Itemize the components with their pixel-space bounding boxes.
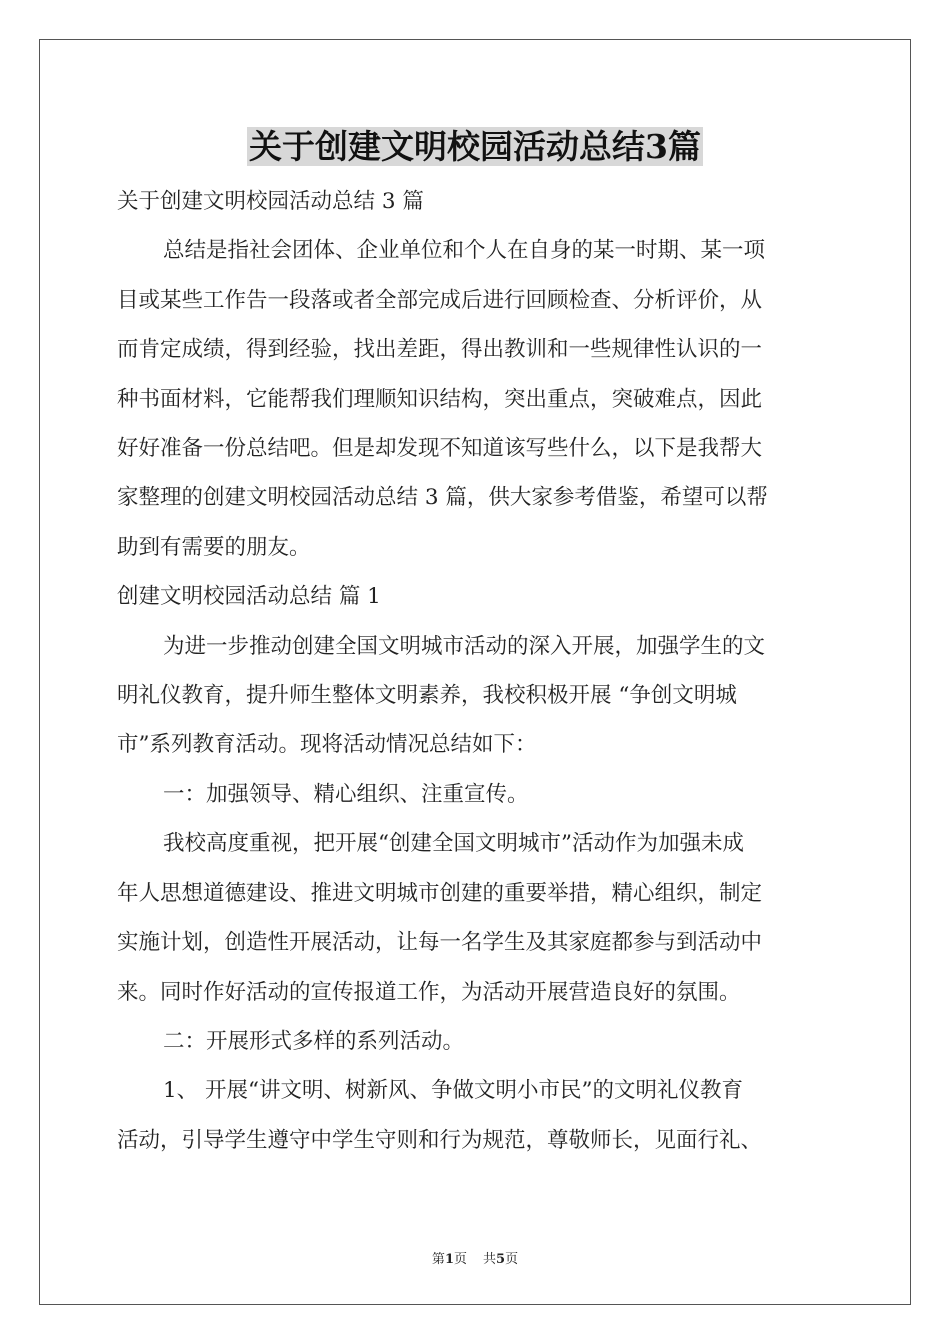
paragraph-line: 实施计划，创造性开展活动，让每一名学生及其家庭都参与到活动中 bbox=[117, 930, 763, 956]
list-item-line: 1、 开展“讲文明、树新风、争做文明小市民”的文明礼仪教育 bbox=[163, 1078, 743, 1104]
document-title-text: 关于创建文明校园活动总结3篇 bbox=[249, 127, 701, 166]
paragraph-line: 明礼仪教育，提升师生整体文明素养，我校积极开展 “争创文明城 bbox=[117, 683, 737, 709]
total-suffix: 页 bbox=[505, 1252, 519, 1267]
subtitle-line: 关于创建文明校园活动总结 3 篇 bbox=[117, 189, 424, 214]
total-prefix: 共 bbox=[483, 1252, 497, 1267]
paragraph-line: 种书面材料，它能帮我们理顺知识结构，突出重点，突破难点，因此 bbox=[117, 386, 763, 412]
paragraph-line: 年人思想道德建设、推进文明城市创建的重要举措，精心组织，制定 bbox=[117, 880, 763, 906]
section-heading: 创建文明校园活动总结 篇 1 bbox=[117, 584, 381, 610]
document-title bbox=[0, 124, 950, 170]
paragraph-line: 来。同时作好活动的宣传报道工作，为活动开展营造良好的氛围。 bbox=[117, 979, 741, 1005]
paragraph-line: 总结是指社会团体、企业单位和个人在自身的某一时期、某一项 bbox=[163, 238, 766, 264]
total-page-number: 5 bbox=[496, 1252, 506, 1267]
paragraph-line: 助到有需要的朋友。 bbox=[117, 534, 311, 560]
document-body bbox=[117, 177, 833, 1165]
paragraph-line: 为进一步推动创建全国文明城市活动的深入开展，加强学生的文 bbox=[163, 633, 766, 659]
current-page-number: 1 bbox=[444, 1252, 454, 1267]
subsection-heading: 二：开展形式多样的系列活动。 bbox=[163, 1028, 465, 1054]
paragraph-line: 好好准备一份总结吧。但是却发现不知道该写些什么，以下是我帮大 bbox=[117, 436, 763, 462]
paragraph-line: 我校高度重视，把开展“创建全国文明城市”活动作为加强未成 bbox=[163, 831, 744, 857]
paragraph-line: 目或某些工作告一段落或者全部完成后进行回顾检查、分析评价，从 bbox=[117, 287, 763, 313]
subsection-heading: 一：加强领导、精心组织、注重宣传。 bbox=[163, 781, 529, 807]
paragraph-line: 市”系列教育活动。现将活动情况总结如下： bbox=[117, 732, 537, 758]
page-suffix: 页 bbox=[453, 1252, 467, 1267]
paragraph-line: 而肯定成绩，得到经验，找出差距，得出教训和一些规律性认识的一 bbox=[117, 337, 763, 363]
paragraph-line: 家整理的创建文明校园活动总结 3 篇，供大家参考借鉴，希望可以帮 bbox=[117, 485, 768, 511]
page-prefix: 第 bbox=[431, 1252, 445, 1267]
paragraph-line: 活动，引导学生遵守中学生守则和行为规范，尊敬师长，见面行礼、 bbox=[117, 1127, 763, 1153]
page-footer bbox=[0, 1248, 950, 1267]
